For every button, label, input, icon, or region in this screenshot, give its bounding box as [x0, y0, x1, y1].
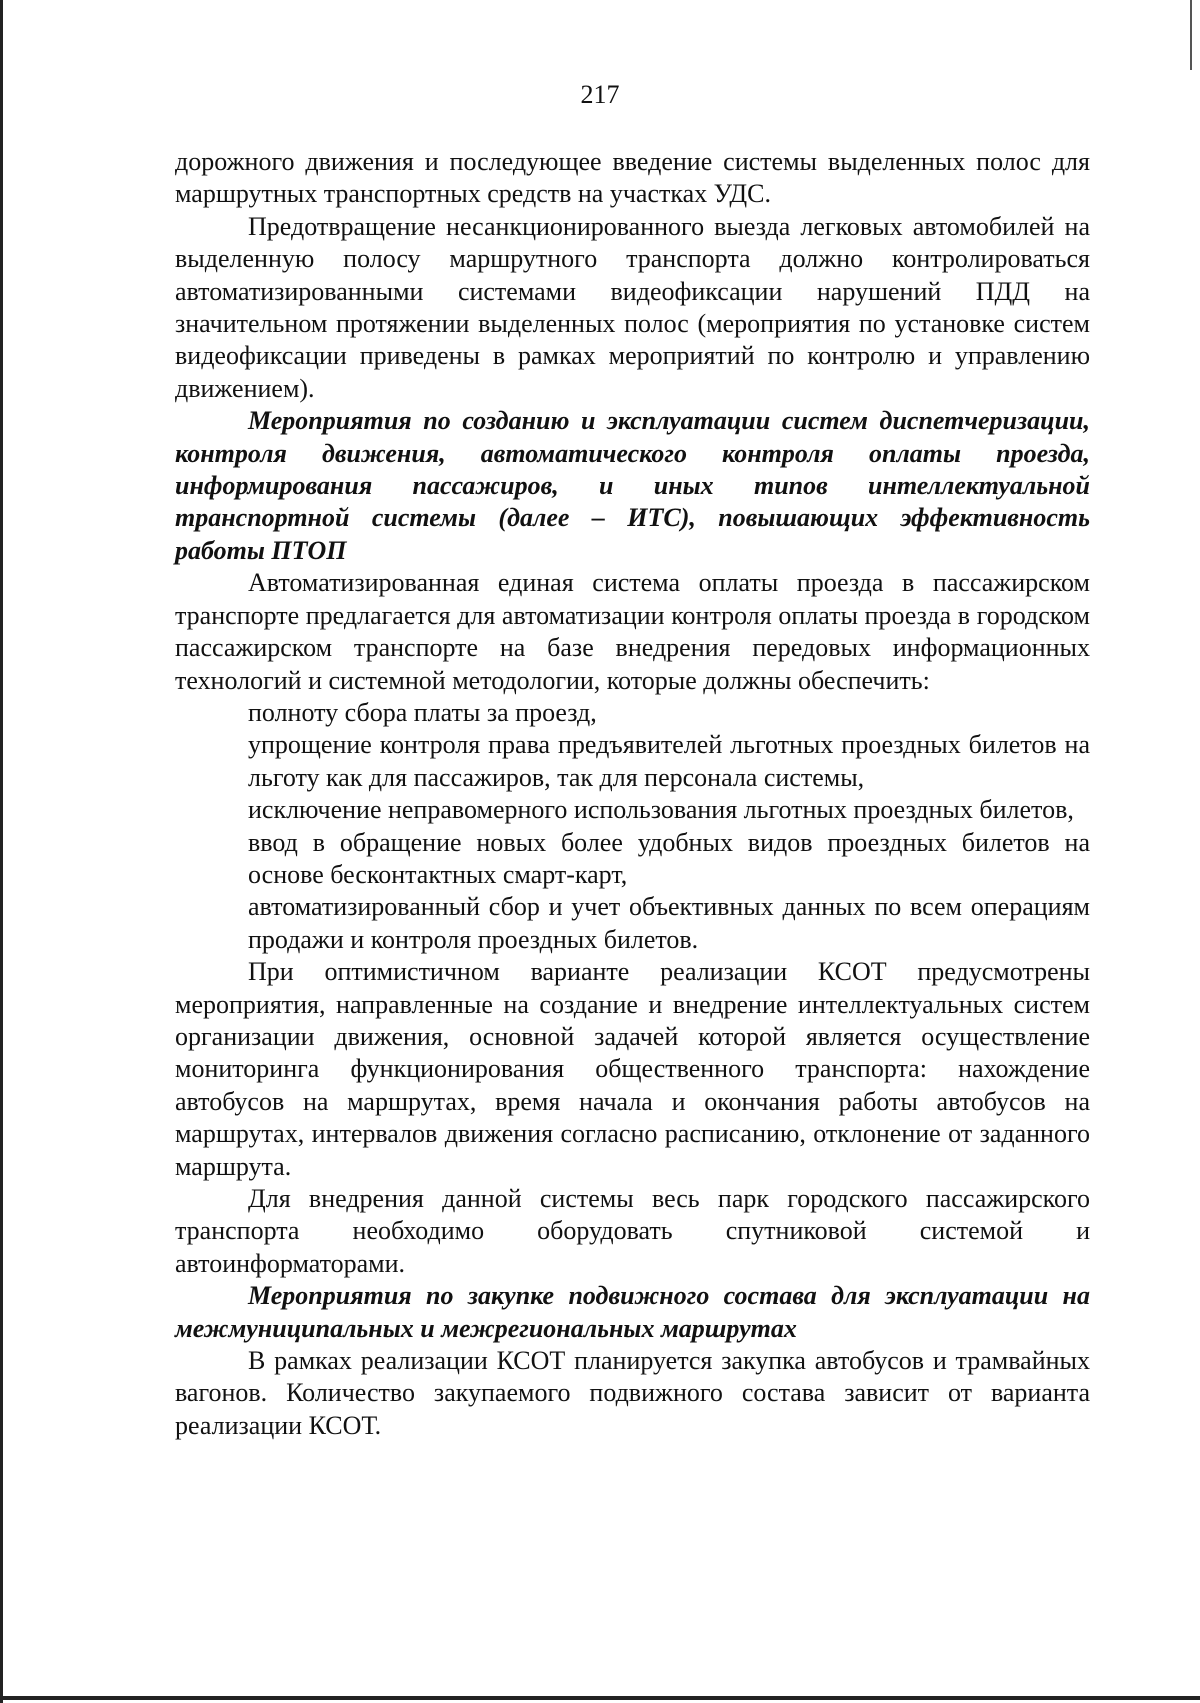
page-number: 217	[580, 80, 620, 109]
paragraph: Предотвращение несанкционированного выезда легковых автомобилей на выделенную полосу маршрутного транспорта должно контролироваться автоматизированными системами видеофиксации нарушений ПДД на значительном протяжении выделенных полос (мероприятия по установке систем видеофиксации приведены в рамках мероприятий по контролю и управлению движением).	[175, 211, 1090, 403]
document-body	[175, 146, 1090, 1442]
scan-edge-bottom	[0, 1696, 1200, 1700]
paragraph-continuation: дорожного движения и последующее введение системы выделенных полос для маршрутных транспортных средств на участках УДС.	[175, 147, 1090, 209]
list-item: ввод в обращение новых более удобных видов проездных билетов на основе бесконтактных смарт-карт,	[248, 827, 1090, 889]
paragraph: Для внедрения данной системы весь парк городского пассажирского транспорта необходимо оборудовать спутниковой системой и автоинформаторами.	[175, 1184, 1090, 1278]
list-item: исключение неправомерного использования льготных проездных билетов,	[248, 795, 1074, 825]
list-item: упрощение контроля права предъявителей льготных проездных билетов на льготу как для пассажиров, так для персонала системы,	[248, 730, 1090, 792]
scan-edge-right	[1190, 0, 1192, 70]
section-heading: Мероприятия по созданию и эксплуатации систем диспетчеризации, контроля движения, автоматического контроля оплаты проезда, информирования пассажиров, и иных типов интеллектуальной транспортной системы (далее – ИТС), повышающих эффективность работы ПТОП	[175, 406, 1090, 565]
list-item: полноту сбора платы за проезд,	[248, 697, 597, 727]
section-heading: Мероприятия по закупке подвижного состава для эксплуатации на межмуниципальных и межрегиональных маршрутах	[175, 1281, 1090, 1343]
list-item: автоматизированный сбор и учет объективных данных по всем операциям продажи и контроля проездных билетов.	[248, 892, 1090, 954]
paragraph: Автоматизированная единая система оплаты проезда в пассажирском транспорте предлагается для автоматизации контроля оплаты проезда в городском пассажирском транспорте на базе внедрения передовых информационных технологий и системной методологии, которые должны обеспечить:	[175, 568, 1090, 695]
paragraph: При оптимистичном варианте реализации КСОТ предусмотрены мероприятия, направленные на создание и внедрение интеллектуальных систем организации движения, основной задачей которой является осуществление мониторинга функционирования общественного транспорта: нахождение автобусов на маршрутах, время начала и окончания работы автобусов на маршрутах, интервалов движения согласно расписанию, отклонение от заданного маршрута.	[175, 957, 1090, 1181]
paragraph: В рамках реализации КСОТ планируется закупка автобусов и трамвайных вагонов. Количество закупаемого подвижного состава зависит от варианта реализации КСОТ.	[175, 1346, 1090, 1440]
scan-edge-left	[0, 0, 3, 1703]
